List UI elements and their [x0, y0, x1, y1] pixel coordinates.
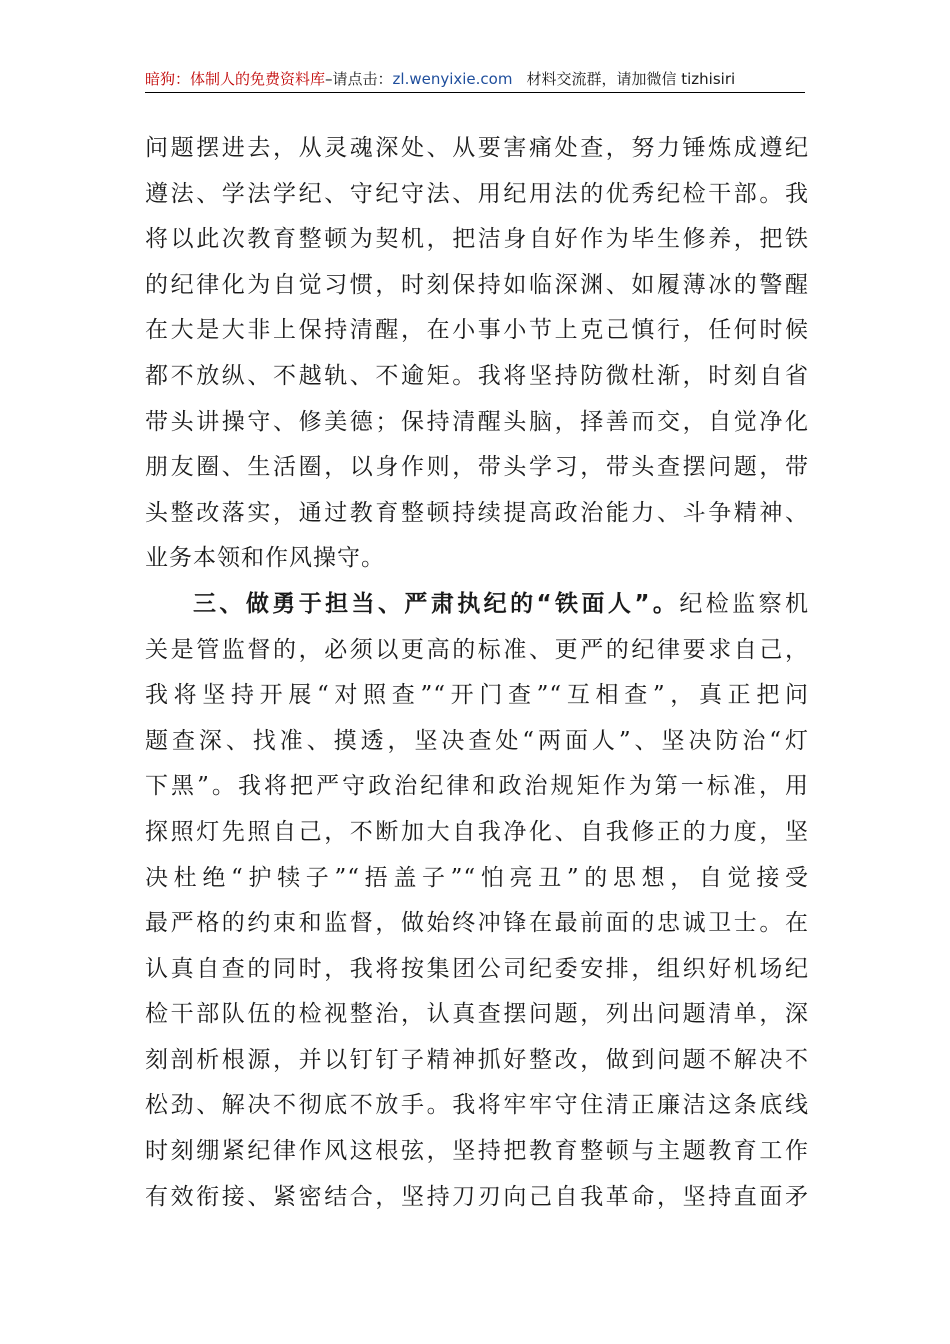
section-3 [145, 582, 809, 1220]
text-line: 业务本领和作风操守。 [145, 545, 385, 572]
text-line: 题查深、找准、摸透，坚决查处“两面人”、坚决防治“灯 [145, 727, 809, 754]
text-line: 都不放纵、不越轨、不逾矩。我将坚持防微杜渐，时刻自省 [145, 362, 809, 389]
header-group-note: 材料交流群，请加微信 tizhisiri [526, 70, 736, 88]
text-line: 决杜绝“护犊子”“捂盖子”“怕亮丑”的思想，自觉接受 [145, 864, 809, 891]
text-line: 我将坚持开展“对照查”“开门查”“互相查”，真正把问 [145, 682, 809, 709]
text-line: 松劲、解决不彻底不放手。我将牢牢守住清正廉洁这条底线 [145, 1092, 809, 1119]
paragraph-1 [145, 126, 809, 582]
text-line: 探照灯先照自己，不断加大自我净化、自我修正的力度，坚 [145, 818, 809, 845]
text-line: 最严格的约束和监督，做始终冲锋在最前面的忠诚卫士。在 [145, 910, 809, 937]
text-line: 带头讲操守、修美德；保持清醒头脑，择善而交，自觉净化 [145, 408, 809, 435]
header-brand: 暗狗：体制人的免费资料库 [145, 70, 326, 88]
text-line: 朋友圈、生活圈，以身作则，带头学习，带头查摆问题，带 [145, 454, 809, 481]
text-line: 的纪律化为自觉习惯，时刻保持如临深渊、如履薄冰的警醒 [145, 271, 809, 298]
section-3-first-line [145, 582, 809, 628]
text-line: 有效衔接、紧密结合，坚持刀刃向己自我革命，坚持直面矛 [145, 1183, 809, 1210]
section-3-heading: 三、做勇于担当、严肃执纪的“铁面人”。 [193, 590, 680, 617]
page-header [145, 66, 805, 93]
header-prompt: –请点击： [325, 70, 393, 88]
text-line: 刻剖析根源，并以钉钉子精神抓好整改，做到问题不解决不 [145, 1046, 809, 1073]
text-line: 关是管监督的，必须以更高的标准、更严的纪律要求自己， [145, 636, 809, 663]
text-line: 头整改落实，通过教育整顿持续提高政治能力、斗争精神、 [145, 499, 809, 526]
text-line: 时刻绷紧纪律作风这根弦，坚持把教育整顿与主题教育工作 [145, 1138, 809, 1165]
section-3-lead-text: 纪检监察机 [679, 590, 809, 617]
text-line: 认真自查的同时，我将按集团公司纪委安排，组织好机场纪 [145, 955, 809, 982]
text-line: 下黑”。我将把严守政治纪律和政治规矩作为第一标准，用 [145, 773, 809, 800]
text-line: 在大是大非上保持清醒，在小事小节上克己慎行，任何时候 [145, 317, 809, 344]
text-line: 检干部队伍的检视整治，认真查摆问题，列出问题清单，深 [145, 1001, 809, 1028]
text-line: 将以此次教育整顿为契机，把洁身自好作为毕生修养，把铁 [145, 226, 809, 253]
text-line: 遵法、学法学纪、守纪守法、用纪用法的优秀纪检干部。我 [145, 180, 809, 207]
text-line: 问题摆进去，从灵魂深处、从要害痛处查，努力锤炼成遵纪 [145, 135, 809, 161]
header-url-link[interactable]: zl.wenyixie.com [392, 70, 513, 88]
document-body [145, 126, 809, 1220]
